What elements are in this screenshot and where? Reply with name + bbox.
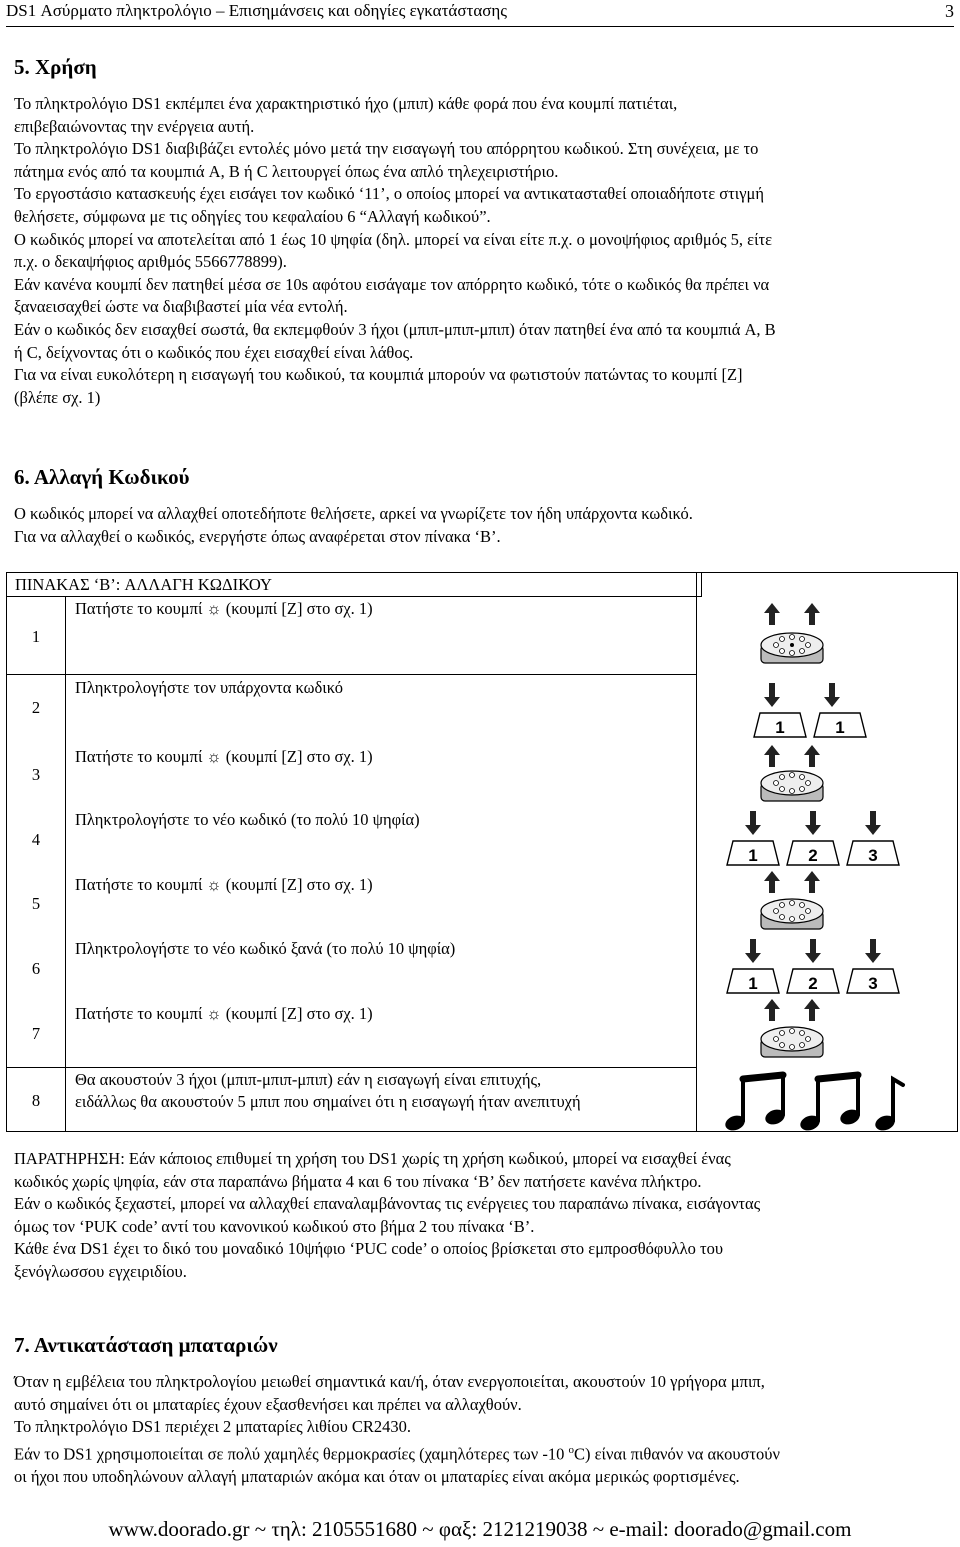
keys-existing-code-icon <box>750 679 870 741</box>
key-label: 2 <box>808 974 818 993</box>
paragraph-line: ή C, δείχνοντας ότι ο κωδικός που έχει εισαχθεί είναι λάθος. <box>14 342 414 362</box>
page-footer: www.doorado.gr ~ τηλ: 2105551680 ~ φαξ: 2121219038 ~ e-mail: doorado@gmail.com <box>108 1517 852 1541</box>
key-label: 1 <box>748 846 758 865</box>
step-number: 2 <box>31 698 41 717</box>
paragraph-line: Εάν κανένα κουμπί δεν πατηθεί μέσα σε 10s αφότου εισάγαμε τον απόρρητο κωδικό, τότε ο κωδικός θα πρέπει να <box>14 274 770 294</box>
step-text: Πατήστε το κουμπί ☼ (κουμπί [Z] στο σχ. 1) <box>75 747 373 766</box>
step-text: Πατήστε το κουμπί ☼ (κουμπί [Z] στο σχ. 1) <box>75 1004 373 1023</box>
paragraph-line: ΠΑΡΑΤΗΡΗΣΗ: Εάν κάποιος επιθυμεί τη χρήση του DS1 χωρίς τη χρήση κωδικού, μπορεί να εισαχθεί ένας <box>14 1149 731 1168</box>
paragraph-line: όμως τον ‘PUK code’ αντί του κανονικού κωδικού στο βήμα 2 του πίνακα ‘B’. <box>14 1216 535 1236</box>
row-divider <box>7 1067 697 1068</box>
key-label: 1 <box>748 974 758 993</box>
z-button-press-icon <box>739 997 849 1063</box>
step-number: 3 <box>31 765 41 784</box>
paragraph-line: επιβεβαιώνοντας την ενέργεια αυτή. <box>14 116 255 136</box>
paragraph-line: Ο κωδικός μπορεί να αλλαχθεί οποτεδήποτε θελήσετε, αρκεί να γνωρίζετε τον ήδη υπάρχοντα κωδικό. <box>14 504 693 523</box>
paragraph-line: οι ήχοι που υποδηλώνουν αλλαγή μπαταριών ακόμα και όταν οι μπαταρίες είναι ακόμα μερικώς φορτισμένες. <box>14 1466 740 1486</box>
paragraph-line: Κάθε ένα DS1 έχει το δικό του μοναδικό 10ψήφιο ‘PUC code’ ο οποίος βρίσκεται στο εμπροσθόφυλλο του <box>14 1239 724 1259</box>
step-number: 8 <box>31 1091 41 1110</box>
step-text: Θα ακουστούν 3 ήχοι (μπιπ-μπιπ-μπιπ) εάν η εισαγωγή είναι επιτυχής, <box>75 1070 542 1089</box>
page-number: 3 <box>945 1 954 21</box>
step-text: Πατήστε το κουμπί ☼ (κουμπί [Z] στο σχ. 1) <box>75 599 373 618</box>
keys-new-code-icon <box>723 809 923 869</box>
section-5-heading: 5. Χρήση <box>14 55 97 79</box>
text-run: Εάν το DS1 χρησιμοποιείται σε πολύ χαμηλές θερμοκρασίες (χαμηλότερες των -10 <box>14 1444 569 1464</box>
step-number: 7 <box>31 1024 41 1043</box>
step-text: Πληκτρολογήστε τον υπάρχοντα κωδικό <box>75 678 343 697</box>
note-block <box>14 1148 948 1284</box>
key-label: 1 <box>835 718 845 737</box>
section-7-heading: 7. Αντικατάσταση μπαταριών <box>14 1333 278 1357</box>
paragraph-line: Για να αλλαχθεί ο κωδικός, ενεργήστε όπως αναφέρεται στον πίνακα ‘B’. <box>14 526 501 546</box>
section-6-heading: 6. Αλλαγή Κωδικού <box>14 465 190 489</box>
keys-new-code-again-icon <box>723 937 923 997</box>
section-6-body <box>14 503 948 548</box>
paragraph-line: θελήσετε, σύμφωνα με τις οδηγίες του κεφαλαίου 6 “Αλλαγή κωδικού”. <box>14 206 491 226</box>
key-label: 1 <box>775 718 785 737</box>
music-notes-icon <box>723 1071 953 1133</box>
step-text: ειδάλλως θα ακουστούν 5 μπιπ που σημαίνει ότι η εισαγωγή ήταν ανεπιτυχή <box>75 1092 581 1111</box>
page-header <box>6 0 954 27</box>
column-divider <box>696 573 697 1131</box>
paragraph-line: Το εργοστάσιο κατασκευής έχει εισάγει τον κωδικό ‘11’, ο οποίος μπορεί να αντικατασταθεί οποιαδήποτε στιγμή <box>14 184 764 204</box>
section-5-body <box>14 93 948 409</box>
step-number: 1 <box>31 627 41 646</box>
step-text: Πληκτρολογήστε το νέο κωδικό (το πολύ 10 ψηφία) <box>75 810 420 829</box>
section-7-body <box>14 1371 948 1488</box>
step-number: 6 <box>31 959 41 978</box>
step-number: 5 <box>31 894 41 913</box>
z-button-press-icon <box>739 601 849 671</box>
step-text: Πληκτρολογήστε το νέο κωδικό ξανά (το πολύ 10 ψηφία) <box>75 939 456 958</box>
paragraph-line <box>14 1439 948 1466</box>
paragraph-line: ξαναεισαχθεί ώστε να διαβιβαστεί μία νέα εντολή. <box>14 297 348 317</box>
z-button-press-icon <box>739 743 849 807</box>
degree-sup: o <box>568 1443 574 1456</box>
paragraph-line: Ο κωδικός μπορεί να αποτελείται από 1 έως 10 ψηφία (δηλ. μπορεί να είναι είτε π.χ. ο μονοψήφιος αριθμός 5, είτε <box>14 229 773 249</box>
key-label: 3 <box>868 846 878 865</box>
key-label: 2 <box>808 846 818 865</box>
paragraph-line: Όταν η εμβέλεια του πληκτρολογίου μειωθεί σημαντικά και/ή, όταν ενεργοποιείται, ακουστούν 10 γρήγορα μπιπ, <box>14 1372 765 1391</box>
row-divider <box>7 674 697 675</box>
step-number: 4 <box>31 830 41 849</box>
column-divider <box>65 597 66 1131</box>
paragraph-line: Το πληκτρολόγιο DS1 περιέχει 2 μπαταρίες λιθίου CR2430. <box>14 1417 412 1437</box>
paragraph-line: πάτημα ενός από τα κουμπιά A, B ή C λειτουργεί όπως ένα απλό τηλεχειριστήριο. <box>14 161 559 181</box>
code-change-table <box>6 572 958 1132</box>
header-title: DS1 Ασύρματο πληκτρολόγιο – Επισημάνσεις και οδηγίες εγκατάστασης <box>6 1 508 20</box>
table-title: ΠΙΝΑΚΑΣ ‘B’: ΑΛΛΑΓΗ ΚΩΔΙΚΟΥ <box>7 573 702 597</box>
paragraph-line: Το πληκτρολόγιο DS1 διαβιβάζει εντολές μόνο μετά την εισαγωγή του απόρρητου κωδικού. Στη συνέχεια, με το <box>14 139 759 159</box>
paragraph-line: αυτό σημαίνει ότι οι μπαταρίες έχουν εξασθενήσει και πρέπει να αλλαχθούν. <box>14 1394 522 1414</box>
paragraph-line: Το πληκτρολόγιο DS1 εκπέμπει ένα χαρακτηριστικό ήχο (μπιπ) κάθε φορά που ένα κουμπί πατιέται, <box>14 94 678 113</box>
paragraph-line: π.χ. ο δεκαψήφιος αριθμός 5566778899). <box>14 252 287 272</box>
z-button-press-icon <box>739 869 849 935</box>
paragraph-line: (βλέπε σχ. 1) <box>14 387 101 407</box>
paragraph-line: Εάν ο κωδικός δεν εισαχθεί σωστά, θα εκπεμφθούν 3 ήχοι (μπιπ-μπιπ-μπιπ) όταν πατηθεί ένα από τα κουμπιά A, B <box>14 319 776 339</box>
step-text: Πατήστε το κουμπί ☼ (κουμπί [Z] στο σχ. 1) <box>75 875 373 894</box>
paragraph-line: Για να είναι ευκολότερη η εισαγωγή του κωδικού, τα κουμπιά μπορούν να φωτιστούν πατώντας το κουμπί [Z] <box>14 365 743 385</box>
text-run: C) είναι πιθανόν να ακουστούν <box>574 1444 780 1464</box>
paragraph-line: ξενόγλωσσου εγχειριδίου. <box>14 1261 187 1281</box>
key-label: 3 <box>868 974 878 993</box>
paragraph-line: κωδικός χωρίς ψηφία, εάν στα παραπάνω βήματα 4 και 6 του πίνακα ‘B’ δεν πατήσετε κανένα πλήκτρο. <box>14 1171 702 1191</box>
paragraph-line: Εάν ο κωδικός ξεχαστεί, μπορεί να αλλαχθεί επαναλαμβάνοντας τις ενέργειες του παραπάνω πίνακα, εισάγοντας <box>14 1194 761 1214</box>
